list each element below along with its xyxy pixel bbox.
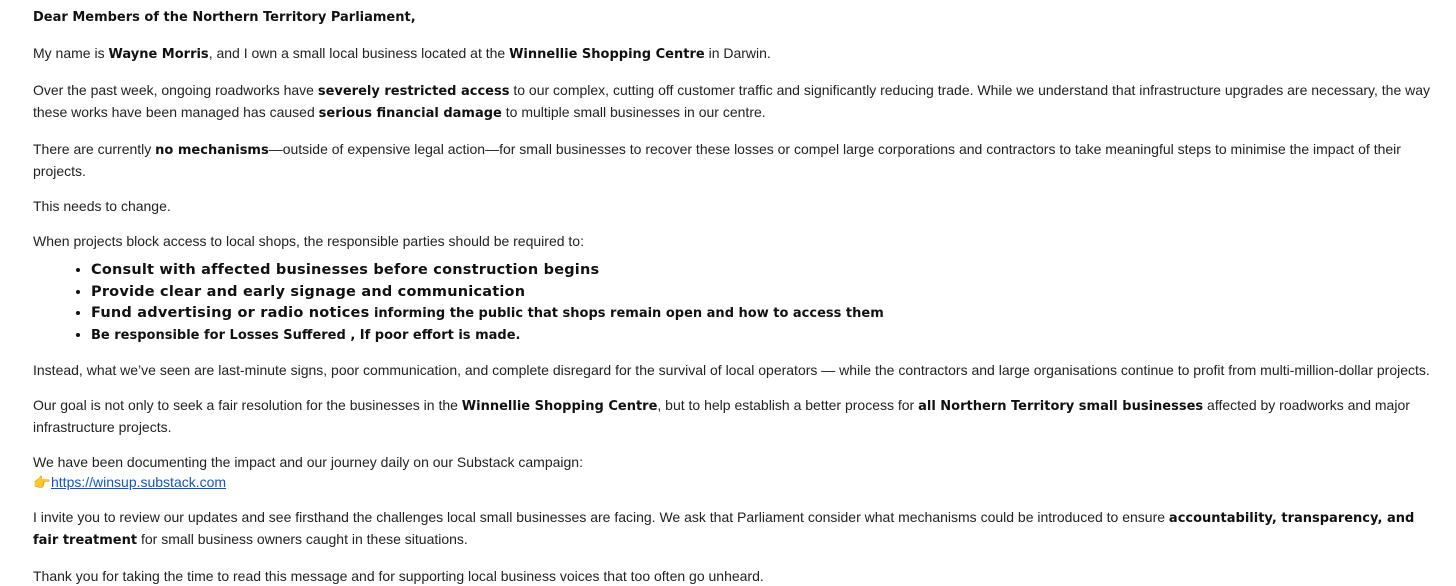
roadworks-bold-1: severely restricted access [317,84,510,99]
list-item [91,260,1440,282]
goal-text-1: Our goal is not only to seek a fair resolution for the businesses in the [33,397,462,413]
requirement-4: Be responsible for Losses Suffered , If poor effort is made. [91,327,521,343]
list-item [91,303,1440,325]
pointing-hand-icon: 👉 [33,474,51,490]
list-item [91,325,1440,347]
instead-paragraph: Instead, what we’ve seen are last-minute signs, poor communication, and complete disregard for the survival of local operators — while the contractors and large organisations continue to profit from multi-million-dollar projects. [33,362,1430,378]
intro-text-2: , and I own a small local business located at the [208,45,510,61]
goal-bold-1: Winnellie Shopping Centre [461,399,658,414]
author-name: Wayne Morris [108,47,209,62]
requirement-1: Consult with affected businesses before construction begins [91,262,600,278]
centre-name: Winnellie Shopping Centre [509,47,705,62]
requirements-list [33,260,1440,346]
substack-link[interactable]: https://winsup.substack.com [51,474,227,490]
mechanisms-paragraph [33,139,1440,181]
invite-bold: accountability, transparency, and fair treatment [33,511,1415,548]
invite-paragraph [33,507,1440,551]
mechanisms-bold: no mechanisms [155,143,269,158]
goal-text-3: affected by roadworks and major infrastructure projects. [33,397,1410,435]
change-paragraph: This needs to change. [33,198,171,214]
mechanisms-text-1: There are currently [33,141,156,157]
goal-bold-2: all Northern Territory small businesses [918,399,1204,414]
roadworks-paragraph [33,80,1440,124]
intro-paragraph [33,43,1440,65]
requirement-2: Provide clear and early signage and communication [91,283,526,300]
when-paragraph: When projects block access to local shops, the responsible parties should be required to: [33,233,584,249]
greeting-text: Dear Members of the Northern Territory Parliament, [33,10,416,25]
documenting-text: We have been documenting the impact and our journey daily on our Substack campaign: [33,454,583,470]
list-item [91,282,1440,304]
mechanisms-text-2: —outside of expensive legal action—for small businesses to recover these losses or compel large corporations and contractors to take meaningful steps to minimise the impact of their projects. [33,141,1401,179]
intro-text-3: in Darwin. [704,45,771,61]
invite-text-2: for small business owners caught in these situations. [137,531,468,547]
roadworks-text-2: to our complex, cutting off customer traffic and significantly reducing trade. While we understand that infrastructure upgrades are necessary, the way these works have been managed has caused [33,82,1431,120]
requirement-3-lead: Fund advertising or radio notices [91,305,370,321]
goal-paragraph [33,395,1440,437]
roadworks-text-3: to multiple small businesses in our centre. [501,104,766,120]
roadworks-bold-2: serious financial damage [318,106,502,121]
greeting [33,6,1440,28]
goal-text-2: , but to help establish a better process for [657,397,919,413]
roadworks-text-1: Over the past week, ongoing roadworks have [33,82,318,98]
requirement-3-rest: informing the public that shops remain open and how to access them [369,306,884,321]
intro-text-1: My name is [33,45,109,61]
invite-text-1: I invite you to review our updates and see firsthand the challenges local small businesses are facing. We ask that Parliament consider what mechanisms could be introduced to ensure [33,509,1169,525]
thanks-paragraph: Thank you for taking the time to read this message and for supporting local business voices that too often go unheard. [33,568,764,584]
documenting-paragraph [33,452,1440,492]
